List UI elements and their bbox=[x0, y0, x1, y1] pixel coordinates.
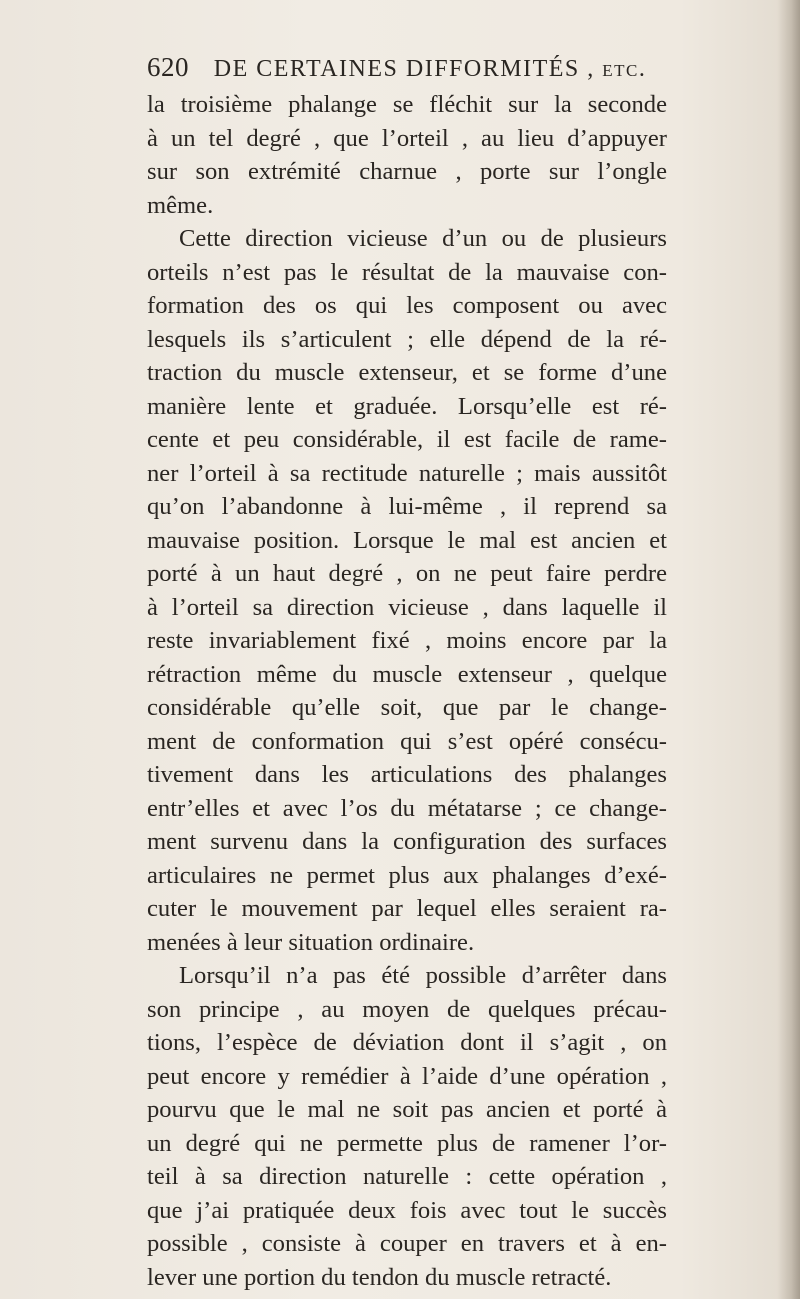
page-edge-shadow bbox=[778, 0, 800, 1299]
text-line: ner l’orteil à sa rectitude naturelle ; mais aussitôt bbox=[147, 459, 667, 487]
text-line: reste invariablement fixé , moins encore par la bbox=[147, 627, 667, 654]
text-line: possible , consiste à couper en travers et à en- bbox=[147, 1230, 667, 1257]
text-line: tivement dans les articulations des phalanges bbox=[147, 761, 667, 788]
text-line: son principe , au moyen de quelques précau- bbox=[147, 995, 667, 1023]
text-line: cente et peu considérable, il est facile de rame- bbox=[147, 426, 667, 453]
text-line: manière lente et graduée. Lorsqu’elle est ré- bbox=[147, 392, 667, 420]
body-text bbox=[147, 88, 667, 1294]
text-line: ment survenu dans la configuration des surfaces bbox=[147, 828, 667, 855]
text-line: Cette direction vicieuse d’un ou de plusieurs bbox=[179, 225, 667, 252]
text-line: tions, l’espèce de déviation dont il s’agit , on bbox=[147, 1029, 667, 1056]
text-line: menées à leur situation ordinaire. bbox=[147, 928, 475, 956]
page-number: 620 bbox=[147, 52, 189, 82]
text-line: un degré qui ne permette plus de ramener l’or- bbox=[147, 1129, 667, 1157]
text-line: articulaires ne permet plus aux phalanges d’exé- bbox=[147, 861, 667, 889]
text-line: formation des os qui les composent ou avec bbox=[147, 292, 667, 319]
text-line: lesquels ils s’articulent ; elle dépend de la ré- bbox=[147, 325, 667, 353]
text-line: Lorsqu’il n’a pas été possible d’arrêter dans bbox=[179, 962, 667, 989]
text-line: même. bbox=[147, 191, 214, 219]
text-line: considérable qu’elle soit, que par le change- bbox=[147, 694, 667, 721]
text-line: qu’on l’abandonne à lui-même , il reprend sa bbox=[147, 493, 667, 520]
text-line: à un tel degré , que l’orteil , au lieu d’appuyer bbox=[147, 124, 667, 152]
text-line: sur son extrémité charnue , porte sur l’ongle bbox=[147, 158, 667, 185]
text-line: ment de conformation qui s’est opéré consécu- bbox=[147, 727, 667, 755]
page-header bbox=[147, 52, 667, 88]
text-line: traction du muscle extenseur, et se forme d’une bbox=[147, 359, 667, 386]
text-line: lever une portion du tendon du muscle retracté. bbox=[147, 1263, 612, 1291]
text-line: à l’orteil sa direction vicieuse , dans laquelle il bbox=[147, 593, 667, 621]
text-line: orteils n’est pas le résultat de la mauvaise con- bbox=[147, 258, 667, 286]
text-line: porté à un haut degré , on ne peut faire perdre bbox=[147, 560, 667, 587]
text-line: rétraction même du muscle extenseur , quelque bbox=[147, 660, 667, 688]
text-line: pourvu que le mal ne soit pas ancien et porté à bbox=[147, 1096, 667, 1123]
text-line: cuter le mouvement par lequel elles seraient ra- bbox=[147, 895, 667, 922]
text-line: la troisième phalange se fléchit sur la seconde bbox=[147, 91, 667, 118]
running-head: DE CERTAINES DIFFORMITÉS , etc. bbox=[213, 56, 647, 82]
text-line: entr’elles et avec l’os du métatarse ; ce change- bbox=[147, 794, 667, 822]
text-line: peut encore y remédier à l’aide d’une opération , bbox=[147, 1062, 667, 1090]
text-line: teil à sa direction naturelle : cette opération , bbox=[147, 1163, 667, 1190]
text-line: mauvaise position. Lorsque le mal est ancien et bbox=[147, 526, 667, 554]
text-line: que j’ai pratiquée deux fois avec tout le succès bbox=[147, 1196, 667, 1224]
